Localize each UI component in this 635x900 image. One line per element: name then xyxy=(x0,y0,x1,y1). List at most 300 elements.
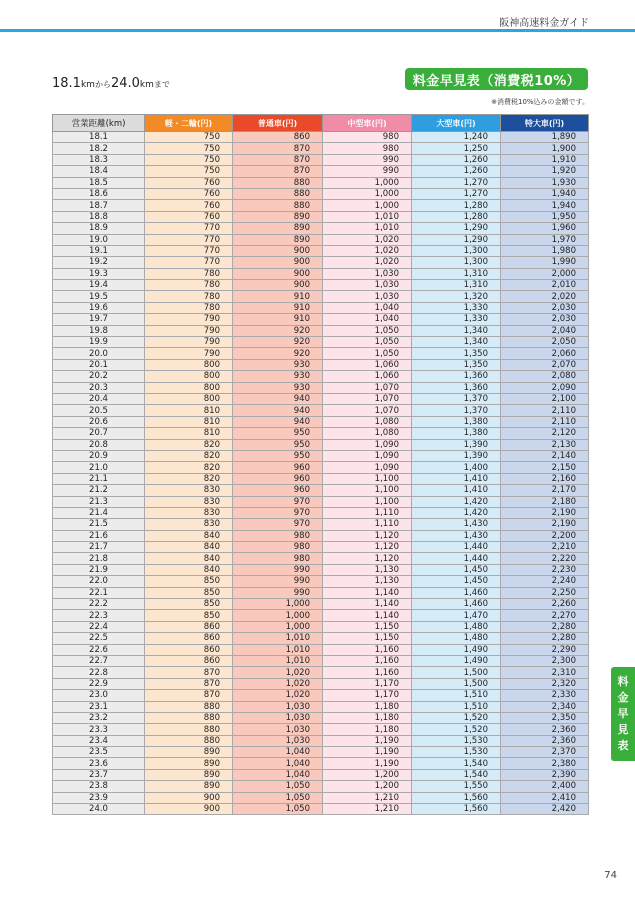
header-title: 阪神高速料金ガイド xyxy=(499,18,589,29)
chugata-fare-cell: 1,090 xyxy=(323,462,412,473)
side-tab-char: 早 xyxy=(617,707,629,720)
distance-cell: 21.7 xyxy=(53,542,145,553)
ogata-fare-cell: 1,290 xyxy=(412,234,501,245)
tokudai-fare-cell: 1,970 xyxy=(501,234,589,245)
futsu-fare-cell: 890 xyxy=(233,211,323,222)
futsu-fare-cell: 930 xyxy=(233,371,323,382)
futsu-fare-cell: 1,040 xyxy=(233,769,323,780)
futsu-fare-cell: 880 xyxy=(233,188,323,199)
distance-cell: 18.8 xyxy=(53,211,145,222)
ogata-fare-cell: 1,410 xyxy=(412,485,501,496)
chugata-fare-cell: 1,150 xyxy=(323,621,412,632)
distance-cell: 23.5 xyxy=(53,747,145,758)
ogata-fare-cell: 1,420 xyxy=(412,507,501,518)
futsu-fare-cell: 900 xyxy=(233,268,323,279)
kei-fare-cell: 860 xyxy=(145,633,233,644)
distance-cell: 22.6 xyxy=(53,644,145,655)
futsu-fare-cell: 1,010 xyxy=(233,633,323,644)
tokudai-fare-cell: 2,130 xyxy=(501,439,589,450)
kei-fare-cell: 780 xyxy=(145,268,233,279)
table-row xyxy=(53,667,589,678)
futsu-fare-cell: 1,030 xyxy=(233,712,323,723)
kei-fare-cell: 780 xyxy=(145,280,233,291)
chugata-fare-cell: 1,080 xyxy=(323,428,412,439)
kei-fare-cell: 790 xyxy=(145,348,233,359)
distance-cell: 19.3 xyxy=(53,268,145,279)
ogata-fare-cell: 1,430 xyxy=(412,519,501,530)
distance-cell: 23.0 xyxy=(53,690,145,701)
futsu-fare-cell: 900 xyxy=(233,245,323,256)
ogata-fare-cell: 1,560 xyxy=(412,792,501,803)
futsu-fare-cell: 1,010 xyxy=(233,655,323,666)
futsu-fare-cell: 1,020 xyxy=(233,678,323,689)
table-row xyxy=(53,132,589,143)
tokudai-fare-cell: 1,980 xyxy=(501,245,589,256)
chugata-fare-cell: 1,150 xyxy=(323,633,412,644)
chugata-fare-cell: 1,200 xyxy=(323,769,412,780)
ogata-fare-cell: 1,340 xyxy=(412,337,501,348)
table-row xyxy=(53,587,589,598)
futsu-fare-cell: 950 xyxy=(233,439,323,450)
table-header-row xyxy=(53,115,589,132)
distance-cell: 22.4 xyxy=(53,621,145,632)
chugata-fare-cell: 1,110 xyxy=(323,519,412,530)
kei-fare-cell: 840 xyxy=(145,542,233,553)
distance-cell: 18.9 xyxy=(53,223,145,234)
futsu-fare-cell: 910 xyxy=(233,314,323,325)
ogata-fare-cell: 1,340 xyxy=(412,325,501,336)
ogata-fare-cell: 1,360 xyxy=(412,371,501,382)
ogata-fare-cell: 1,470 xyxy=(412,610,501,621)
table-row xyxy=(53,576,589,587)
distance-cell: 21.6 xyxy=(53,530,145,541)
chugata-fare-cell: 1,060 xyxy=(323,359,412,370)
col-header-futsu: 普通車(円) xyxy=(233,115,323,132)
tokudai-fare-cell: 2,420 xyxy=(501,804,589,815)
tokudai-fare-cell: 2,210 xyxy=(501,542,589,553)
ogata-fare-cell: 1,420 xyxy=(412,496,501,507)
distance-cell: 20.1 xyxy=(53,359,145,370)
kei-fare-cell: 830 xyxy=(145,519,233,530)
chugata-fare-cell: 1,040 xyxy=(323,314,412,325)
tokudai-fare-cell: 1,910 xyxy=(501,154,589,165)
table-row xyxy=(53,416,589,427)
tokudai-fare-cell: 1,950 xyxy=(501,211,589,222)
chugata-fare-cell: 1,100 xyxy=(323,485,412,496)
table-row xyxy=(53,792,589,803)
ogata-fare-cell: 1,270 xyxy=(412,188,501,199)
kei-fare-cell: 820 xyxy=(145,473,233,484)
table-row xyxy=(53,177,589,188)
ogata-fare-cell: 1,550 xyxy=(412,781,501,792)
chugata-fare-cell: 1,130 xyxy=(323,576,412,587)
distance-cell: 18.5 xyxy=(53,177,145,188)
futsu-fare-cell: 920 xyxy=(233,325,323,336)
table-row xyxy=(53,393,589,404)
futsu-fare-cell: 960 xyxy=(233,473,323,484)
kei-fare-cell: 780 xyxy=(145,302,233,313)
futsu-fare-cell: 980 xyxy=(233,542,323,553)
kei-fare-cell: 870 xyxy=(145,667,233,678)
tokudai-fare-cell: 2,010 xyxy=(501,280,589,291)
tokudai-fare-cell: 2,120 xyxy=(501,428,589,439)
distance-cell: 22.8 xyxy=(53,667,145,678)
futsu-fare-cell: 900 xyxy=(233,280,323,291)
futsu-fare-cell: 920 xyxy=(233,337,323,348)
table-row xyxy=(53,348,589,359)
futsu-fare-cell: 990 xyxy=(233,587,323,598)
distance-cell: 23.9 xyxy=(53,792,145,803)
futsu-fare-cell: 990 xyxy=(233,576,323,587)
kei-fare-cell: 830 xyxy=(145,507,233,518)
futsu-fare-cell: 1,030 xyxy=(233,735,323,746)
kei-fare-cell: 760 xyxy=(145,200,233,211)
table-row xyxy=(53,234,589,245)
chugata-fare-cell: 1,110 xyxy=(323,507,412,518)
kei-fare-cell: 750 xyxy=(145,132,233,143)
table-row xyxy=(53,325,589,336)
kei-fare-cell: 790 xyxy=(145,314,233,325)
futsu-fare-cell: 1,050 xyxy=(233,792,323,803)
ogata-fare-cell: 1,430 xyxy=(412,530,501,541)
tokudai-fare-cell: 2,190 xyxy=(501,507,589,518)
chugata-fare-cell: 1,050 xyxy=(323,348,412,359)
col-header-chugata: 中型車(円) xyxy=(323,115,412,132)
distance-cell: 21.8 xyxy=(53,553,145,564)
tokudai-fare-cell: 1,940 xyxy=(501,188,589,199)
ogata-fare-cell: 1,400 xyxy=(412,462,501,473)
ogata-fare-cell: 1,490 xyxy=(412,655,501,666)
distance-cell: 20.2 xyxy=(53,371,145,382)
chugata-fare-cell: 1,160 xyxy=(323,667,412,678)
ogata-fare-cell: 1,390 xyxy=(412,450,501,461)
table-row xyxy=(53,359,589,370)
table-row xyxy=(53,678,589,689)
kei-fare-cell: 760 xyxy=(145,188,233,199)
ogata-fare-cell: 1,370 xyxy=(412,393,501,404)
distance-cell: 18.2 xyxy=(53,143,145,154)
tokudai-fare-cell: 2,110 xyxy=(501,416,589,427)
table-row xyxy=(53,473,589,484)
tokudai-fare-cell: 2,050 xyxy=(501,337,589,348)
ogata-fare-cell: 1,290 xyxy=(412,223,501,234)
futsu-fare-cell: 1,050 xyxy=(233,781,323,792)
distance-cell: 22.1 xyxy=(53,587,145,598)
tokudai-fare-cell: 1,900 xyxy=(501,143,589,154)
ogata-fare-cell: 1,380 xyxy=(412,428,501,439)
chugata-fare-cell: 1,020 xyxy=(323,245,412,256)
distance-cell: 23.8 xyxy=(53,781,145,792)
ogata-fare-cell: 1,510 xyxy=(412,690,501,701)
chugata-fare-cell: 1,120 xyxy=(323,553,412,564)
side-tab-char: 表 xyxy=(617,739,629,752)
distance-cell: 18.3 xyxy=(53,154,145,165)
table-row xyxy=(53,758,589,769)
ogata-fare-cell: 1,410 xyxy=(412,473,501,484)
page-number: 74 xyxy=(604,870,617,881)
chugata-fare-cell: 1,090 xyxy=(323,450,412,461)
table-row xyxy=(53,439,589,450)
ogata-fare-cell: 1,350 xyxy=(412,348,501,359)
distance-cell: 23.2 xyxy=(53,712,145,723)
futsu-fare-cell: 990 xyxy=(233,564,323,575)
side-tab-fare-table[interactable] xyxy=(611,667,635,761)
kei-fare-cell: 880 xyxy=(145,735,233,746)
ogata-fare-cell: 1,320 xyxy=(412,291,501,302)
range-start: 18.1 xyxy=(52,76,81,91)
ogata-fare-cell: 1,440 xyxy=(412,542,501,553)
distance-cell: 20.7 xyxy=(53,428,145,439)
distance-cell: 21.3 xyxy=(53,496,145,507)
distance-cell: 20.9 xyxy=(53,450,145,461)
distance-cell: 21.1 xyxy=(53,473,145,484)
tokudai-fare-cell: 2,180 xyxy=(501,496,589,507)
chugata-fare-cell: 990 xyxy=(323,166,412,177)
distance-cell: 22.2 xyxy=(53,599,145,610)
kei-fare-cell: 890 xyxy=(145,781,233,792)
kei-fare-cell: 860 xyxy=(145,655,233,666)
distance-cell: 19.8 xyxy=(53,325,145,336)
distance-cell: 20.4 xyxy=(53,393,145,404)
chugata-fare-cell: 1,060 xyxy=(323,371,412,382)
futsu-fare-cell: 870 xyxy=(233,154,323,165)
tokudai-fare-cell: 2,240 xyxy=(501,576,589,587)
tokudai-fare-cell: 2,090 xyxy=(501,382,589,393)
futsu-fare-cell: 1,050 xyxy=(233,804,323,815)
ogata-fare-cell: 1,300 xyxy=(412,245,501,256)
table-row xyxy=(53,302,589,313)
tokudai-fare-cell: 2,400 xyxy=(501,781,589,792)
ogata-fare-cell: 1,310 xyxy=(412,280,501,291)
chugata-fare-cell: 1,190 xyxy=(323,747,412,758)
distance-cell: 22.3 xyxy=(53,610,145,621)
distance-cell: 19.9 xyxy=(53,337,145,348)
futsu-fare-cell: 940 xyxy=(233,405,323,416)
chugata-fare-cell: 1,140 xyxy=(323,599,412,610)
chugata-fare-cell: 1,010 xyxy=(323,223,412,234)
chugata-fare-cell: 1,050 xyxy=(323,337,412,348)
distance-cell: 23.3 xyxy=(53,724,145,735)
kei-fare-cell: 810 xyxy=(145,405,233,416)
side-tab-char: 見 xyxy=(617,723,629,736)
kei-fare-cell: 800 xyxy=(145,393,233,404)
tokudai-fare-cell: 2,160 xyxy=(501,473,589,484)
table-row xyxy=(53,188,589,199)
distance-cell: 19.5 xyxy=(53,291,145,302)
kei-fare-cell: 890 xyxy=(145,769,233,780)
table-row xyxy=(53,291,589,302)
distance-cell: 22.0 xyxy=(53,576,145,587)
kei-fare-cell: 840 xyxy=(145,553,233,564)
tokudai-fare-cell: 2,280 xyxy=(501,633,589,644)
table-row xyxy=(53,314,589,325)
range-end: 24.0 xyxy=(110,76,140,91)
table-row xyxy=(53,211,589,222)
distance-cell: 19.2 xyxy=(53,257,145,268)
futsu-fare-cell: 870 xyxy=(233,166,323,177)
chugata-fare-cell: 1,160 xyxy=(323,644,412,655)
table-row xyxy=(53,530,589,541)
futsu-fare-cell: 1,000 xyxy=(233,621,323,632)
kei-fare-cell: 850 xyxy=(145,610,233,621)
kei-fare-cell: 770 xyxy=(145,257,233,268)
tokudai-fare-cell: 2,320 xyxy=(501,678,589,689)
kei-fare-cell: 800 xyxy=(145,382,233,393)
futsu-fare-cell: 940 xyxy=(233,393,323,404)
table-row xyxy=(53,747,589,758)
ogata-fare-cell: 1,260 xyxy=(412,166,501,177)
distance-cell: 19.0 xyxy=(53,234,145,245)
distance-cell: 20.6 xyxy=(53,416,145,427)
kei-fare-cell: 900 xyxy=(145,792,233,803)
kei-fare-cell: 760 xyxy=(145,177,233,188)
chugata-fare-cell: 1,140 xyxy=(323,587,412,598)
ogata-fare-cell: 1,520 xyxy=(412,712,501,723)
ogata-fare-cell: 1,370 xyxy=(412,405,501,416)
tokudai-fare-cell: 2,150 xyxy=(501,462,589,473)
futsu-fare-cell: 940 xyxy=(233,416,323,427)
range-start-unit: km xyxy=(80,80,95,90)
tokudai-fare-cell: 2,360 xyxy=(501,735,589,746)
distance-cell: 21.0 xyxy=(53,462,145,473)
chugata-fare-cell: 980 xyxy=(323,143,412,154)
futsu-fare-cell: 920 xyxy=(233,348,323,359)
tokudai-fare-cell: 2,360 xyxy=(501,724,589,735)
kei-fare-cell: 860 xyxy=(145,621,233,632)
distance-cell: 20.3 xyxy=(53,382,145,393)
tokudai-fare-cell: 2,190 xyxy=(501,519,589,530)
table-row xyxy=(53,257,589,268)
distance-cell: 18.1 xyxy=(53,132,145,143)
distance-cell: 23.6 xyxy=(53,758,145,769)
chugata-fare-cell: 1,030 xyxy=(323,268,412,279)
futsu-fare-cell: 930 xyxy=(233,359,323,370)
ogata-fare-cell: 1,270 xyxy=(412,177,501,188)
chugata-fare-cell: 1,130 xyxy=(323,564,412,575)
table-row xyxy=(53,519,589,530)
futsu-fare-cell: 1,020 xyxy=(233,690,323,701)
ogata-fare-cell: 1,530 xyxy=(412,735,501,746)
futsu-fare-cell: 1,030 xyxy=(233,701,323,712)
chugata-fare-cell: 1,010 xyxy=(323,211,412,222)
table-row xyxy=(53,712,589,723)
ogata-fare-cell: 1,240 xyxy=(412,132,501,143)
tokudai-fare-cell: 2,140 xyxy=(501,450,589,461)
distance-cell: 24.0 xyxy=(53,804,145,815)
futsu-fare-cell: 960 xyxy=(233,485,323,496)
table-row xyxy=(53,245,589,256)
futsu-fare-cell: 910 xyxy=(233,302,323,313)
tokudai-fare-cell: 2,080 xyxy=(501,371,589,382)
distance-cell: 21.2 xyxy=(53,485,145,496)
ogata-fare-cell: 1,310 xyxy=(412,268,501,279)
table-title: 料金早見表（消費税10%） xyxy=(405,68,588,90)
table-row xyxy=(53,405,589,416)
chugata-fare-cell: 1,000 xyxy=(323,188,412,199)
tokudai-fare-cell: 2,390 xyxy=(501,769,589,780)
ogata-fare-cell: 1,480 xyxy=(412,621,501,632)
ogata-fare-cell: 1,520 xyxy=(412,724,501,735)
tokudai-fare-cell: 2,100 xyxy=(501,393,589,404)
table-row xyxy=(53,553,589,564)
table-row xyxy=(53,542,589,553)
futsu-fare-cell: 980 xyxy=(233,553,323,564)
table-row xyxy=(53,735,589,746)
kei-fare-cell: 810 xyxy=(145,416,233,427)
distance-cell: 19.1 xyxy=(53,245,145,256)
tokudai-fare-cell: 2,060 xyxy=(501,348,589,359)
fare-table xyxy=(52,114,589,815)
futsu-fare-cell: 900 xyxy=(233,257,323,268)
chugata-fare-cell: 1,000 xyxy=(323,200,412,211)
tokudai-fare-cell: 1,990 xyxy=(501,257,589,268)
tokudai-fare-cell: 1,940 xyxy=(501,200,589,211)
range-to: まで xyxy=(153,80,170,89)
ogata-fare-cell: 1,440 xyxy=(412,553,501,564)
chugata-fare-cell: 1,180 xyxy=(323,724,412,735)
distance-cell: 19.6 xyxy=(53,302,145,313)
side-tab-char: 料 xyxy=(617,675,629,688)
futsu-fare-cell: 890 xyxy=(233,223,323,234)
kei-fare-cell: 790 xyxy=(145,337,233,348)
chugata-fare-cell: 1,190 xyxy=(323,735,412,746)
table-row xyxy=(53,644,589,655)
chugata-fare-cell: 1,000 xyxy=(323,177,412,188)
distance-cell: 23.4 xyxy=(53,735,145,746)
kei-fare-cell: 880 xyxy=(145,701,233,712)
kei-fare-cell: 800 xyxy=(145,371,233,382)
ogata-fare-cell: 1,300 xyxy=(412,257,501,268)
table-row xyxy=(53,564,589,575)
ogata-fare-cell: 1,350 xyxy=(412,359,501,370)
chugata-fare-cell: 1,100 xyxy=(323,496,412,507)
col-header-distance: 営業距離(km) xyxy=(53,115,145,132)
tokudai-fare-cell: 2,330 xyxy=(501,690,589,701)
fare-table-body xyxy=(53,132,589,815)
kei-fare-cell: 830 xyxy=(145,496,233,507)
table-row xyxy=(53,496,589,507)
table-row xyxy=(53,166,589,177)
futsu-fare-cell: 1,000 xyxy=(233,610,323,621)
tokudai-fare-cell: 2,030 xyxy=(501,314,589,325)
kei-fare-cell: 810 xyxy=(145,428,233,439)
table-row xyxy=(53,462,589,473)
ogata-fare-cell: 1,510 xyxy=(412,701,501,712)
tokudai-fare-cell: 2,030 xyxy=(501,302,589,313)
kei-fare-cell: 820 xyxy=(145,462,233,473)
ogata-fare-cell: 1,390 xyxy=(412,439,501,450)
tokudai-fare-cell: 2,410 xyxy=(501,792,589,803)
header-rule xyxy=(0,29,635,32)
distance-cell: 21.9 xyxy=(53,564,145,575)
table-row xyxy=(53,154,589,165)
chugata-fare-cell: 1,070 xyxy=(323,405,412,416)
table-row xyxy=(53,633,589,644)
chugata-fare-cell: 1,090 xyxy=(323,439,412,450)
tokudai-fare-cell: 2,200 xyxy=(501,530,589,541)
kei-fare-cell: 890 xyxy=(145,747,233,758)
ogata-fare-cell: 1,490 xyxy=(412,644,501,655)
tokudai-fare-cell: 2,350 xyxy=(501,712,589,723)
table-row xyxy=(53,485,589,496)
tokudai-fare-cell: 2,220 xyxy=(501,553,589,564)
kei-fare-cell: 790 xyxy=(145,325,233,336)
kei-fare-cell: 830 xyxy=(145,485,233,496)
table-row xyxy=(53,781,589,792)
chugata-fare-cell: 1,050 xyxy=(323,325,412,336)
table-row xyxy=(53,769,589,780)
chugata-fare-cell: 1,180 xyxy=(323,712,412,723)
